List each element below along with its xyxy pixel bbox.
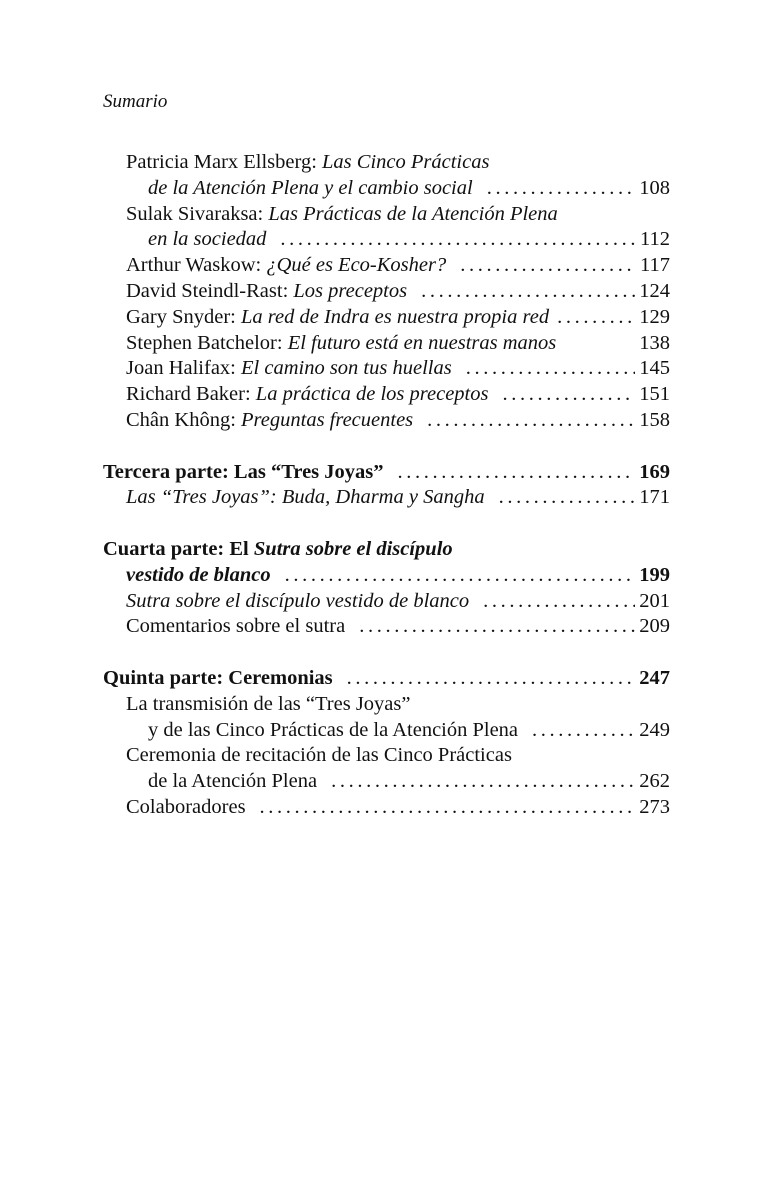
toc-entry — [103, 202, 670, 228]
toc-entry — [103, 227, 670, 253]
part-heading — [103, 563, 670, 589]
toc-entry — [103, 382, 670, 408]
part-title-italic: vestido de blanco — [126, 563, 271, 586]
dot-leader — [427, 408, 635, 434]
toc-entry — [103, 279, 670, 305]
entry-title: Colaboradores — [126, 795, 246, 818]
entry-title: Las Prácticas de la Atención Plena — [268, 202, 558, 225]
part-heading — [103, 460, 670, 486]
toc-entry — [103, 614, 670, 640]
dot-leader — [359, 614, 635, 640]
page-number: 112 — [640, 228, 670, 251]
part-title: Tercera parte: Las “Tres Joyas” — [103, 460, 384, 483]
page-number: 158 — [639, 408, 670, 431]
entry-title: Comentarios sobre el sutra — [126, 615, 346, 638]
dot-leader — [280, 227, 636, 253]
entry-title: ¿Qué es Eco-Kosher? — [266, 254, 447, 277]
entry-title: Preguntas frecuentes — [241, 408, 414, 431]
page-number: 249 — [639, 718, 670, 741]
dot-leader — [331, 769, 635, 795]
dot-leader — [460, 253, 636, 279]
part-title: Quinta parte: Ceremonias — [103, 666, 333, 689]
entry-title: Los preceptos — [293, 279, 408, 302]
page-number: 129 — [639, 305, 670, 328]
toc-entry — [103, 253, 670, 279]
dot-leader — [398, 460, 636, 486]
part-heading — [103, 666, 670, 692]
entry-title: de la Atención Plena — [148, 770, 318, 793]
entry-title: El camino son tus huellas — [241, 357, 452, 380]
entry-title: Las Cinco Prácticas — [322, 151, 490, 173]
toc-entry — [103, 589, 670, 615]
entry-author: Patricia Marx Ellsberg: — [126, 151, 323, 173]
toc-entry — [103, 718, 670, 744]
dot-leader — [260, 795, 636, 821]
entry-author: Richard Baker: — [126, 383, 256, 406]
toc-entry — [103, 485, 670, 511]
page-number: 151 — [639, 383, 670, 406]
page-number: 169 — [639, 460, 670, 483]
toc-entry — [103, 176, 670, 202]
dot-leader — [532, 718, 635, 744]
toc-entry — [103, 331, 670, 357]
toc-entry — [103, 692, 670, 718]
page-number: 171 — [639, 486, 670, 509]
section-gap — [103, 434, 670, 460]
entry-author: Joan Halifax: — [126, 357, 241, 380]
entry-title: La red de Indra es nuestra propia red — [241, 305, 550, 328]
page-number: 138 — [639, 331, 670, 354]
page-number: 117 — [640, 254, 670, 277]
entry-author: Sulak Sivaraksa: — [126, 202, 269, 225]
toc-entry — [103, 305, 670, 331]
part-heading — [103, 537, 670, 563]
dot-leader — [499, 485, 636, 511]
dot-leader — [421, 279, 635, 305]
page-number: 199 — [639, 563, 670, 586]
dot-leader — [487, 176, 636, 202]
entry-author: Stephen Batchelor: — [126, 331, 288, 354]
entry-title: de la Atención Plena y el cambio social — [148, 176, 473, 199]
page-number: 108 — [639, 176, 670, 199]
entry-author: David Steindl-Rast: — [126, 279, 294, 302]
entry-author: Arthur Waskow: — [126, 254, 267, 277]
toc-entry — [103, 150, 670, 176]
dot-leader — [502, 382, 635, 408]
running-head: Sumario — [103, 91, 168, 112]
entry-title: Sutra sobre el discípulo vestido de blanco — [126, 589, 470, 612]
page-number: 247 — [639, 666, 670, 689]
part-title: Cuarta parte: El — [103, 537, 254, 560]
entry-author: Gary Snyder: — [126, 305, 242, 328]
dot-leader — [347, 666, 636, 692]
toc-entry — [103, 356, 670, 382]
page-number: 201 — [639, 589, 670, 612]
entry-title: en la sociedad — [148, 228, 267, 251]
page-number: 124 — [639, 279, 670, 302]
toc-entry — [103, 408, 670, 434]
toc-entry — [103, 769, 670, 795]
entry-title: Las “Tres Joyas”: Buda, Dharma y Sangha — [126, 486, 485, 509]
page-number: 209 — [639, 615, 670, 638]
entry-title: Ceremonia de recitación de las Cinco Prácticas — [126, 744, 512, 767]
dot-leader — [557, 305, 635, 331]
toc-entry — [103, 795, 670, 821]
table-of-contents — [103, 150, 670, 821]
entry-title: La transmisión de las “Tres Joyas” — [126, 692, 411, 715]
page-number: 273 — [639, 795, 670, 818]
entry-title: La práctica de los preceptos — [255, 383, 489, 406]
dot-leader — [285, 563, 636, 589]
section-gap — [103, 511, 670, 537]
entry-title: y de las Cinco Prácticas de la Atención Plena — [148, 718, 519, 741]
section-gap — [103, 640, 670, 666]
dot-leader — [483, 589, 635, 615]
part-title-italic: Sutra sobre el discípulo — [253, 537, 453, 560]
entry-title: El futuro está en nuestras manos — [287, 331, 557, 354]
page-number: 145 — [639, 357, 670, 380]
entry-author: Chân Không: — [126, 408, 242, 431]
toc-entry — [103, 743, 670, 769]
dot-leader — [466, 356, 636, 382]
page-number: 262 — [639, 770, 670, 793]
